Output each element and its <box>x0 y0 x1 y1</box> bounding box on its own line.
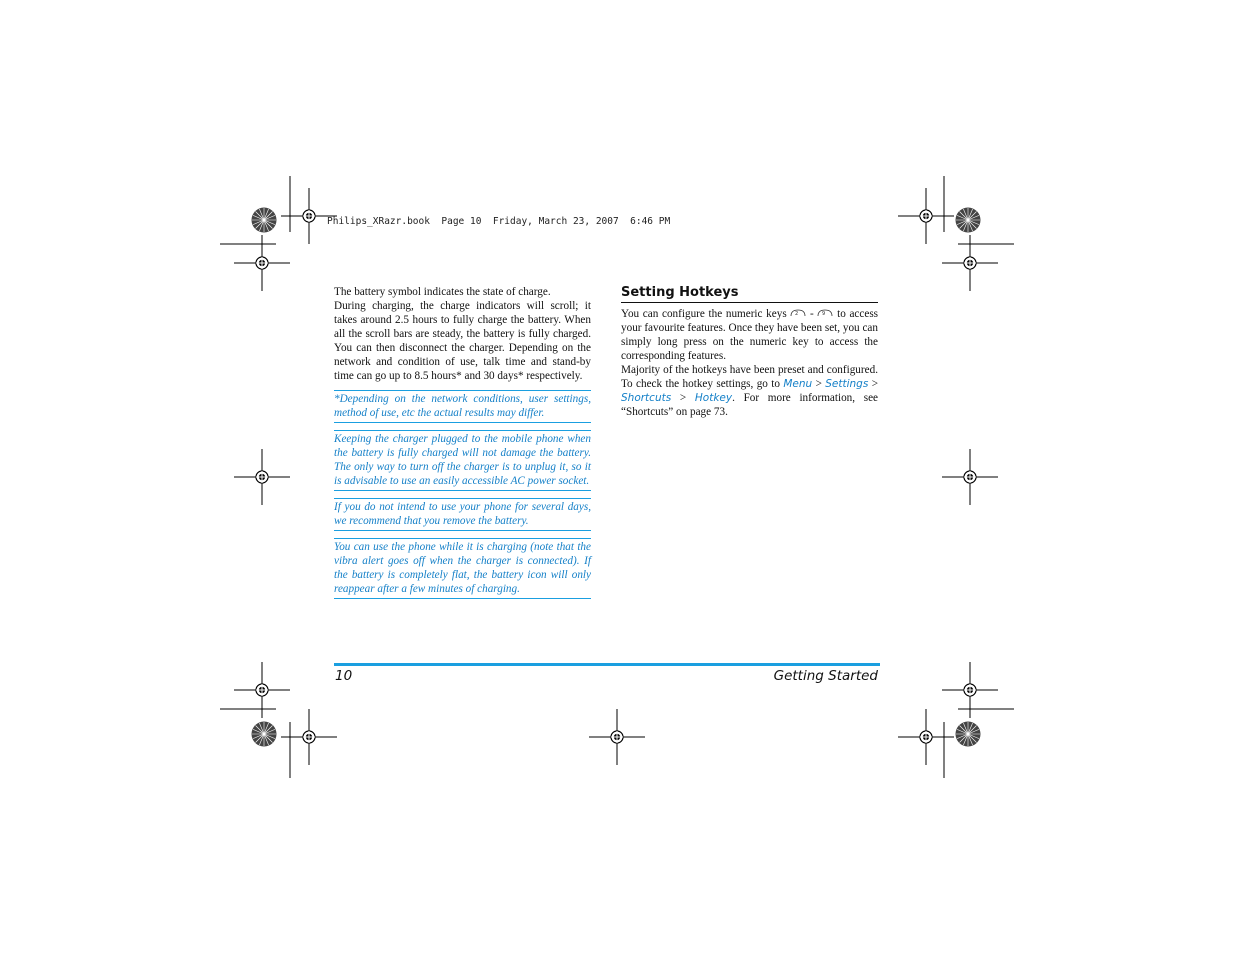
hotkeys-para-1-start: You can configure the numeric keys <box>621 308 787 320</box>
footer-section-title: Getting Started <box>773 668 878 684</box>
print-header-slug: Philips_XRazr.book Page 10 Friday, March 23, 2007 6:46 PM <box>327 216 671 227</box>
svg-text:2: 2 <box>795 310 799 317</box>
hotkeys-para-1-end: to access your favourite features. Once they have been set, you can simply long press on the numeric key to access the corresponding features. <box>621 308 879 362</box>
svg-text:9: 9 <box>822 310 826 317</box>
hotkeys-para-1 <box>621 307 878 363</box>
hotkeys-para-2-end: . For more information, see “Shortcuts” on page 73. <box>621 392 879 418</box>
menu-path-menu[interactable]: Menu <box>783 378 813 390</box>
path-separator: > <box>679 392 687 404</box>
left-column <box>334 285 591 599</box>
battery-charging-text: During charging, the charge indicators will scroll; it takes around 2.5 hours to fully charge the battery. When all the scroll bars are steady, the battery is fully charged. You can then disconnect the charger. Depending on the network and condition of use, talk time and stand-by time can go up to 8.5 hours* and 30 days* respectively. <box>334 300 591 382</box>
section-title: Setting Hotkeys <box>621 285 878 303</box>
menu-path-hotkey[interactable]: Hotkey <box>694 392 733 404</box>
battery-intro-text: The battery symbol indicates the state of charge. <box>334 286 551 298</box>
key-9-icon <box>817 308 833 317</box>
path-separator: > <box>871 378 879 390</box>
note-remove-battery: If you do not intend to use your phone for several days, we recommend that you remove the battery. <box>334 498 591 531</box>
hotkeys-para-2 <box>621 363 878 419</box>
page-number: 10 <box>335 668 353 684</box>
hotkeys-para-2-start: Majority of the hotkeys have been preset and configured. To check the hotkey settings, go to <box>621 364 878 390</box>
hotkeys-range-dash: - <box>810 308 814 320</box>
menu-path-shortcuts[interactable]: Shortcuts <box>621 392 672 404</box>
note-network-conditions: *Depending on the network conditions, user settings, method of use, etc the actual results may differ. <box>334 390 591 423</box>
menu-path-settings[interactable]: Settings <box>825 378 869 390</box>
path-separator: > <box>815 378 822 390</box>
footer-rule <box>334 663 880 666</box>
note-charger-plugged: Keeping the charger plugged to the mobile phone when the battery is fully charged will not damage the battery. The only way to turn off the charger is to unplug it, so it is advisable to use an easily accessible AC power socket. <box>334 430 591 491</box>
key-2-icon <box>790 308 806 317</box>
note-use-while-charging: You can use the phone while it is charging (note that the vibra alert goes off when the charger is connected). If the battery is completely flat, the battery icon will only reappear after a few minutes of charging. <box>334 538 591 599</box>
right-column <box>621 285 878 419</box>
